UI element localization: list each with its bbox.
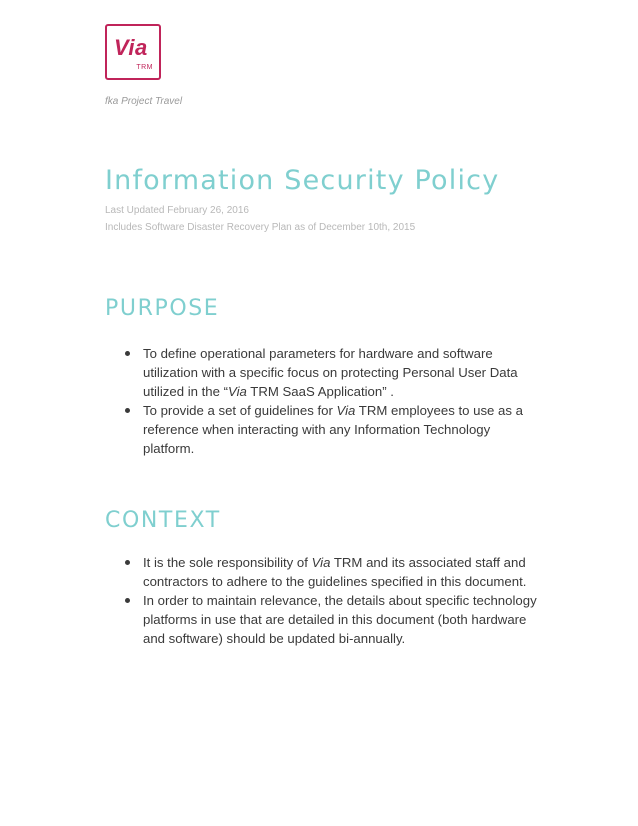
formerly-known-as: fka Project Travel [105,96,183,107]
via-trm-logo [105,24,161,80]
list-item: To define operational parameters for hardware and software utilization with a specific focus on protecting Personal User Data utilized in the “Via TRM SaaS Application” . [125,344,545,401]
list-item: In order to maintain relevance, the details about specific technology platforms in use that are detailed in this document (both hardware and software) should be updated bi-annually. [125,591,545,648]
section-heading-purpose: PURPOSE [105,296,220,321]
purpose-list [125,344,545,458]
includes-note: Includes Software Disaster Recovery Plan as of December 10th, 2015 [105,222,416,233]
list-item: To provide a set of guidelines for Via TRM employees to use as a reference when interacting with any Information Technology platform. [125,401,545,458]
document-title: Information Security Policy [105,165,500,196]
context-list [125,553,545,648]
list-item: It is the sole responsibility of Via TRM and its associated staff and contractors to adhere to the guidelines specified in this document. [125,553,545,591]
last-updated: Last Updated February 26, 2016 [105,205,249,216]
logo-main-text: Via [114,35,148,60]
section-heading-context: CONTEXT [105,508,221,533]
logo-sub-text: TRM [136,64,153,71]
